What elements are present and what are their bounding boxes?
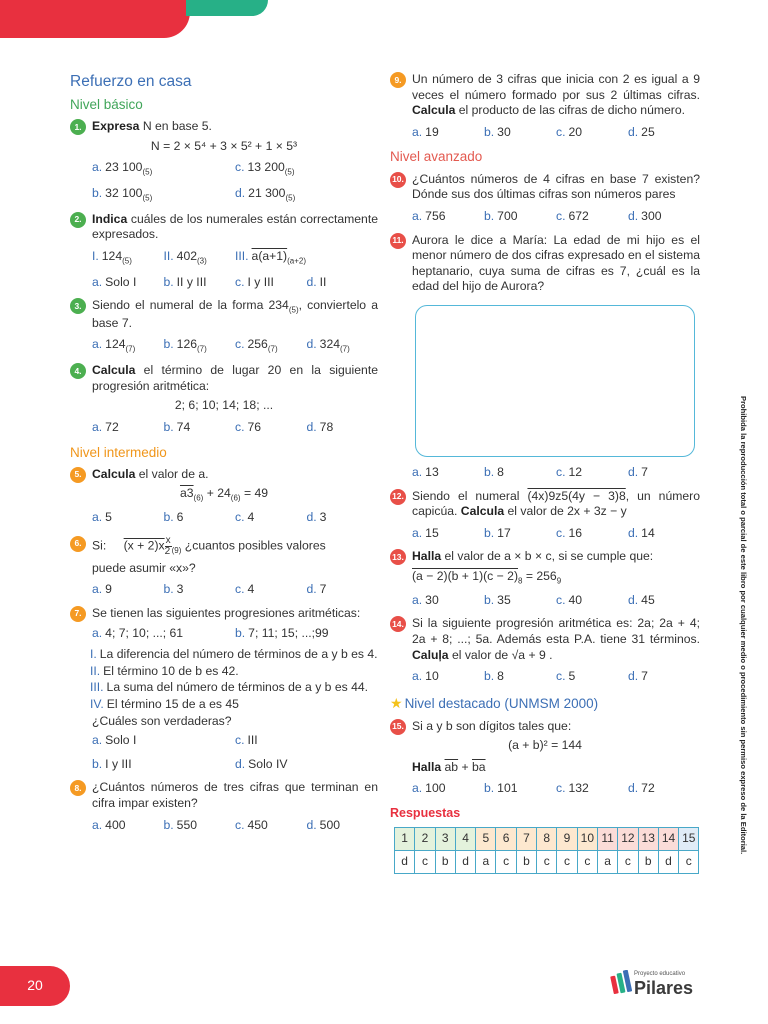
option-b[interactable]: b. II y III: [163, 274, 207, 289]
options: [390, 669, 700, 685]
option-b[interactable]: b. 74: [163, 419, 191, 434]
question-4: 4. Calcula el término de lugar 20 en la siguiente progresión aritmética:: [70, 363, 378, 394]
option-d[interactable]: d. II: [306, 274, 327, 289]
option-d[interactable]: d. 7: [306, 582, 327, 597]
sequence: 2; 6; 10; 14; 18; ...: [174, 398, 274, 413]
item-ii: II. $402_{(3)}$: [163, 248, 207, 266]
question-10: 10. ¿Cuántos números de 4 cifras en base 7 existen? Dónde sus dos últimas cifras son números pares: [390, 172, 700, 203]
answers-table: [394, 827, 699, 874]
answer-number-cell: 8: [537, 828, 557, 851]
question-number: 10.: [390, 172, 406, 188]
answer-number-cell: 2: [415, 828, 435, 851]
option-c[interactable]: c. 13 $200_{(5)}$: [235, 160, 295, 177]
progression-b: b. 7; 11; 15; ...;99: [235, 625, 329, 640]
right-column: [390, 72, 700, 874]
question-5: 5. Calcula el valor de a.: [70, 467, 378, 483]
answer-value-cell: c: [679, 851, 699, 874]
option-a[interactable]: a. 19: [412, 124, 439, 139]
option-b[interactable]: b. 6: [163, 510, 184, 525]
option-d[interactable]: d. 25: [628, 124, 655, 139]
option-a[interactable]: a. 30: [412, 592, 439, 607]
question-number: 12.: [390, 489, 406, 505]
option-c[interactable]: c. 450: [235, 817, 268, 832]
question-number: 5.: [70, 467, 86, 483]
numeral-expression: (x + 2)x $\frac{x}{2}$: [123, 534, 171, 557]
statement-i: I. La diferencia del número de términos de a y b es 4.: [90, 647, 378, 662]
options: [70, 337, 378, 355]
option-a[interactable]: a. 15: [412, 525, 439, 540]
options: [70, 160, 378, 203]
answer-number-cell: 5: [476, 828, 496, 851]
question-number: 4.: [70, 363, 86, 379]
option-b[interactable]: b. 700: [484, 208, 518, 223]
item-i: I. $124_{(5)}$: [92, 248, 132, 266]
brand-logo: [610, 966, 706, 1000]
options: [70, 420, 378, 436]
options: [390, 593, 700, 609]
formula: (a + b)² = 144: [508, 738, 582, 753]
question-6: 6. Si: (x + 2)x $\frac{x}{2}$ $_{(9)}$ ¿cuantos posibles valores: [70, 536, 378, 557]
options: [70, 510, 378, 526]
question-9: 9. Un número de 3 cifras que inicia con 2 es igual a 9 veces el número formado por sus 2 últimas cifras. Calcula el producto de las cifras de dicho número.: [390, 72, 700, 119]
left-column: Refuerzo en casa Nivel básico 1. Expresa N en base 5. N = 2 × 5⁴ + 3 × 5² + 1 × 5³ a. 23 $100_{(5)}$ c. 13 $200_{(5)}$ b. 32 $100_{(5)}$ d. 21 $300_{(5)}$ 2. Indica cuáles de los numerales están correctamente expresados. I. $124_{(5)}$ II. $402_{(3)}$ III. $a(a+1)_{(a+2)}$ a. Solo I b. II y III c. I y III d. II 3. Siendo el numeral de la forma $234_{(5)}$, conviertelo a base 7. a. $124_{(7)}$ b. $126_{(7)}$ c. $256_{(7)}$ d. $324_{(7)}$ 4. Calcula el término de lugar 20 en la siguiente progresión aritmética: 2; 6; 10; 14; 18; ... a. 72 b. 74 c. 76 d. 78 Nivel intermedio 5. Calcula el valor de a. $a3_{(6)} + 24_{(6)} = 49$ a. 5 b. 6 c. 4 d. 3 6. Si: (x + 2)x $\frac{x}{2}$ $_{(9)}$ ¿cuantos posibles valores puede asumir «x»? a. 9 b. 3 c. 4 d. 7 7. Se tienen las siguientes progresiones aritméticas: a. 4; 7; 10; ...; 61 b. 7; 11; 15; ...;99 I. La diferencia del número de términos de a y b es 4. II. El término 10 de b es 42. III. La suma del número de términos de a y b es 44. IV. El término 15 de a es 45 ¿Cuáles son verdaderas? a. Solo I c. III b. I y III d. Solo IV 8. ¿Cuántos números de tres cifras que terminan en cifra impar existen? a. 400 b. 550 c. 450 d. 500: [70, 73, 379, 832]
answer-number-cell: 3: [435, 828, 455, 851]
answer-value-cell: a: [476, 851, 496, 874]
option-d[interactable]: d. 7: [628, 669, 648, 684]
question-number: 9.: [390, 72, 406, 88]
formula: $a3_{(6)} + 24_{(6)} = 49$: [179, 486, 269, 503]
answer-value-cell: b: [516, 851, 536, 874]
answer-value-cell: a: [597, 851, 617, 874]
question-number: 14.: [390, 616, 406, 632]
option-a[interactable]: a. 756: [412, 208, 446, 223]
option-a[interactable]: a. 10: [412, 669, 439, 684]
option-a[interactable]: a. 100: [412, 781, 446, 796]
answer-number-cell: 10: [577, 828, 597, 851]
brand-subtitle: Proyecto educativo: [634, 971, 686, 977]
options: [70, 818, 378, 834]
option-a[interactable]: a. $124_{(7)}$: [92, 337, 136, 354]
level-intermediate: Nivel intermedio: [70, 444, 167, 460]
copyright-notice: Prohibida la reproducción total o parcial de este libro por cualquier medio o procedimiento sin permiso expreso de la Editorial.: [739, 396, 748, 855]
header-green-band: [186, 0, 268, 16]
option-c[interactable]: c. 132: [556, 781, 589, 796]
question-number: 3.: [70, 298, 86, 314]
option-d[interactable]: d. 78: [306, 419, 334, 434]
option-d[interactable]: d. 45: [628, 592, 655, 607]
answer-value-cell: d: [455, 851, 475, 874]
answer-value-cell: b: [435, 851, 455, 874]
answer-number-cell: 15: [679, 828, 699, 851]
question-3: 3. Siendo el numeral de la forma $234_{(5)}$, conviertelo a base 7.: [70, 298, 378, 331]
answer-number-cell: 1: [395, 828, 415, 851]
option-a[interactable]: a. 23 $100_{(5)}$: [92, 160, 153, 177]
option-c[interactable]: c. 5: [556, 669, 576, 684]
option-d[interactable]: d. 7: [628, 464, 648, 479]
question-1: 1. Expresa N en base 5.: [70, 119, 378, 135]
option-a[interactable]: a. 5: [92, 510, 112, 525]
header-red-band: [0, 0, 190, 38]
section-title: Refuerzo en casa: [70, 73, 192, 90]
page-number: 20: [0, 966, 70, 1006]
progression-a: a. 4; 7; 10; ...; 61: [92, 625, 184, 640]
option-c[interactable]: c. 16: [556, 525, 583, 540]
answer-number-cell: 11: [597, 828, 617, 851]
option-c[interactable]: c. 40: [556, 592, 583, 607]
option-a[interactable]: a. Solo I: [92, 733, 137, 748]
option-c[interactable]: c. 76: [235, 419, 262, 434]
answer-value-cell: d: [395, 851, 415, 874]
option-d[interactable]: d. 14: [628, 525, 655, 540]
option-b[interactable]: b. $126_{(7)}$: [163, 337, 207, 354]
options: [70, 733, 378, 772]
options: [390, 209, 700, 225]
answer-number-cell: 4: [455, 828, 475, 851]
answer-value-cell: c: [618, 851, 638, 874]
answer-number-cell: 12: [618, 828, 638, 851]
answers-numbers-row: [395, 828, 699, 851]
question-7: 7. Se tienen las siguientes progresiones aritméticas:: [70, 606, 378, 622]
star-icon: ★: [390, 694, 403, 711]
pilares-logo-icon: [610, 970, 632, 996]
option-c[interactable]: c. 672: [556, 208, 589, 223]
level-basic: Nivel básico: [70, 96, 143, 112]
options: [390, 465, 700, 481]
formula: N = 2 × 5⁴ + 3 × 5² + 1 × 5³: [150, 138, 298, 153]
answer-number-cell: 7: [516, 828, 536, 851]
option-b[interactable]: b. 3: [163, 582, 184, 597]
question-14: 14. Si la siguiente progresión aritmética es: 2a; 2a + 4; 2a + 8; ...; 5a. Además esta P.A. tiene 31 términos. Caluļa el valor de √a + 9 .: [390, 616, 700, 663]
work-area-box[interactable]: [415, 305, 695, 457]
option-a[interactable]: a. 400: [92, 817, 126, 832]
option-a[interactable]: a. 13: [412, 464, 439, 479]
item-iii: III. $a(a+1)_{(a+2)}$: [235, 248, 307, 266]
statement-iii: III. La suma del número de términos de a y b es 44.: [90, 680, 369, 695]
answers-values-row: [395, 851, 699, 874]
option-d[interactable]: d. 300: [628, 208, 662, 223]
options: [70, 582, 378, 598]
question-12: 12. Siendo el numeral (4x)9z5(4y − 3)8, un número capicúa. Calcula el valor de 2x + 3z − y: [390, 489, 700, 520]
answers-title: Respuestas: [390, 806, 461, 821]
question-number: 8.: [70, 780, 86, 796]
option-c[interactable]: c. 12: [556, 464, 583, 479]
answer-number-cell: 14: [658, 828, 678, 851]
answer-number-cell: 6: [496, 828, 516, 851]
option-c[interactable]: c. $256_{(7)}$: [235, 337, 278, 354]
question-8: 8. ¿Cuántos números de tres cifras que terminan en cifra impar existen?: [70, 780, 378, 811]
option-b[interactable]: b. 17: [484, 525, 511, 540]
option-c[interactable]: c. 4: [235, 582, 255, 597]
option-a[interactable]: a. Solo I: [92, 274, 137, 289]
option-a[interactable]: a. 72: [92, 419, 119, 434]
option-b[interactable]: b. 101: [484, 781, 518, 796]
options: [390, 125, 700, 141]
statement-iv: IV. El término 15 de a es 45: [90, 696, 239, 711]
question-number: 6.: [70, 536, 86, 552]
option-d[interactable]: d. 21 $300_{(5)}$: [235, 185, 296, 203]
option-b[interactable]: b. 550: [163, 817, 198, 832]
answer-value-cell: c: [537, 851, 557, 874]
option-b[interactable]: b. 32 $100_{(5)}$: [92, 185, 153, 203]
option-c[interactable]: c. III: [235, 733, 258, 748]
brand-name: Pilares: [634, 978, 694, 998]
option-d[interactable]: d. 3: [306, 510, 327, 525]
question-11: 11. Aurora le dice a María: La edad de mi hijo es el menor número de dos cifras expresado en el sistema heptanario, cuya suma de cifras es 7, ¿cuál es la edad del hijo de Aurora?: [390, 233, 700, 295]
option-c[interactable]: c. 20: [556, 124, 583, 139]
answer-value-cell: b: [638, 851, 658, 874]
question-number: 11.: [390, 233, 406, 249]
question-15: 15. Si a y b son dígitos tales que:: [390, 719, 700, 735]
numeral-items: [70, 249, 378, 267]
answer-value-cell: c: [415, 851, 435, 874]
progressions: [70, 626, 378, 642]
option-d[interactable]: d. 72: [628, 781, 655, 796]
option-d[interactable]: d. $324_{(7)}$: [306, 337, 350, 354]
question-13: 13. Halla el valor de a × b × c, si se cumple que:: [390, 549, 700, 565]
statement-ii: II. El término 10 de b es 42.: [90, 663, 239, 678]
halla-expression: Halla $\overline{ab} + \overline{ba}$: [412, 759, 486, 774]
option-b[interactable]: b. 8: [484, 669, 504, 684]
answer-value-cell: c: [577, 851, 597, 874]
option-c[interactable]: c. I y III: [235, 274, 274, 289]
option-b[interactable]: b. 35: [484, 592, 511, 607]
level-advanced: Nivel avanzado: [390, 149, 483, 165]
option-a[interactable]: a. 9: [92, 582, 112, 597]
options: [390, 526, 700, 542]
option-d[interactable]: d. 500: [306, 817, 341, 832]
options: [70, 275, 378, 291]
formula: $(a - 2)(b + 1)(c - 2)_8 = 256_9$: [412, 569, 562, 586]
option-c[interactable]: c. 4: [235, 510, 255, 525]
question-number: 1.: [70, 119, 86, 135]
answer-value-cell: d: [658, 851, 678, 874]
question-number: 2.: [70, 212, 86, 228]
answer-number-cell: 13: [638, 828, 658, 851]
level-outstanding: ★ Nivel destacado (UNMSM 2000): [390, 694, 599, 711]
question-number: 15.: [390, 719, 406, 735]
answer-number-cell: 9: [557, 828, 577, 851]
option-b[interactable]: b. 30: [484, 124, 511, 139]
option-b[interactable]: b. I y III: [92, 756, 132, 771]
answer-value-cell: c: [557, 851, 577, 874]
options: [390, 781, 700, 797]
option-d[interactable]: d. Solo IV: [235, 756, 288, 771]
question-2: 2. Indica cuáles de los numerales están correctamente expresados.: [70, 212, 378, 243]
option-b[interactable]: b. 8: [484, 464, 504, 479]
question-number: 7.: [70, 606, 86, 622]
question-number: 13.: [390, 549, 406, 565]
answer-value-cell: c: [496, 851, 516, 874]
